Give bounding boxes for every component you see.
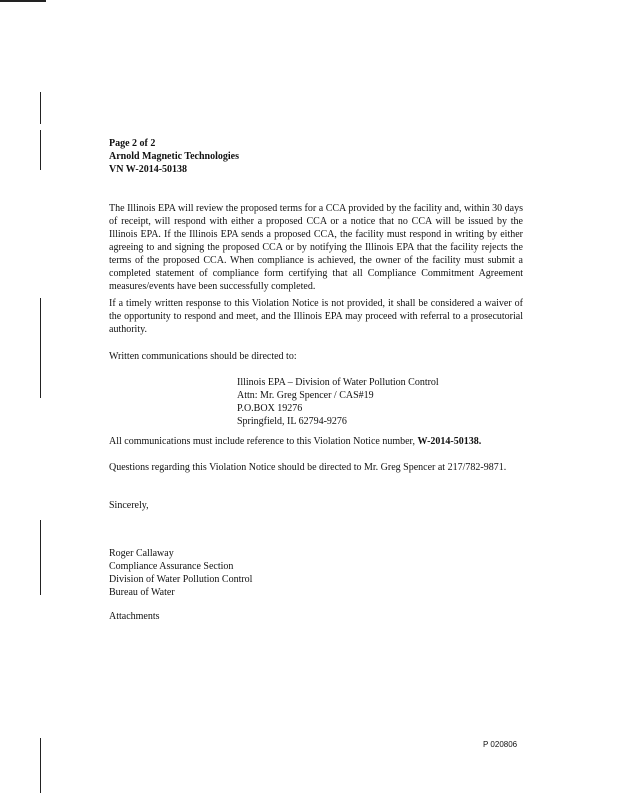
address-line: Attn: Mr. Greg Spencer / CAS#19 (237, 390, 374, 401)
attachments-label: Attachments (109, 611, 160, 622)
scan-mark (40, 130, 41, 170)
signer-section: Compliance Assurance Section (109, 561, 234, 572)
scan-mark (40, 738, 41, 793)
address-line: Springfield, IL 62794-9276 (237, 416, 347, 427)
violation-number: VN W-2014-50138 (109, 164, 188, 175)
questions-note: Questions regarding this Violation Notice should be directed to Mr. Greg Spencer at 217/782-9871. (109, 462, 507, 473)
paragraph-written: Written communications should be directed to: (109, 351, 297, 362)
signature-block (109, 547, 523, 599)
letter-header (109, 137, 523, 176)
closing: Sincerely, (109, 500, 149, 511)
company-name: Arnold Magnetic Technologies (109, 151, 240, 162)
scan-mark (0, 0, 46, 2)
address-line: P.O.BOX 19276 (237, 403, 303, 414)
scan-mark (40, 92, 41, 124)
reference-text: All communications must include reference to this Violation Notice number, (109, 436, 418, 447)
signer-division: Division of Water Pollution Control (109, 574, 253, 585)
paragraph-waiver: If a timely written response to this Violation Notice is not provided, it shall be considered a waiver of the opportunity to respond and meet, and the Illinois EPA may proceed with referral to a prosecutorial authority. (109, 298, 523, 335)
mailing-address (237, 376, 537, 428)
address-line: Illinois EPA – Division of Water Pollution Control (237, 377, 439, 388)
scan-mark (40, 298, 41, 398)
bates-number: P 020806 (483, 740, 518, 749)
reference-note (109, 435, 539, 448)
signer-bureau: Bureau of Water (109, 587, 175, 598)
signer-name: Roger Callaway (109, 548, 174, 559)
reference-number: W-2014-50138. (417, 436, 482, 447)
scan-mark (40, 520, 41, 595)
paragraph-review: The Illinois EPA will review the proposed terms for a CCA provided by the facility and, within 30 days of receipt, will respond with either a proposed CCA or a notice that no CCA will be issued by the Illinois EPA. If the Illinois EPA sends a proposed CCA, the facility must respond in writing by either agreeing to and signing the proposed CCA or by notifying the Illinois EPA that the facility rejects the terms of the proposed CCA. When compliance is achieved, the owner of the facility must submit a completed statement of compliance form certifying that all Compliance Commitment Agreement measures/events have been successfully completed. (109, 203, 523, 292)
page-number: Page 2 of 2 (109, 138, 156, 149)
